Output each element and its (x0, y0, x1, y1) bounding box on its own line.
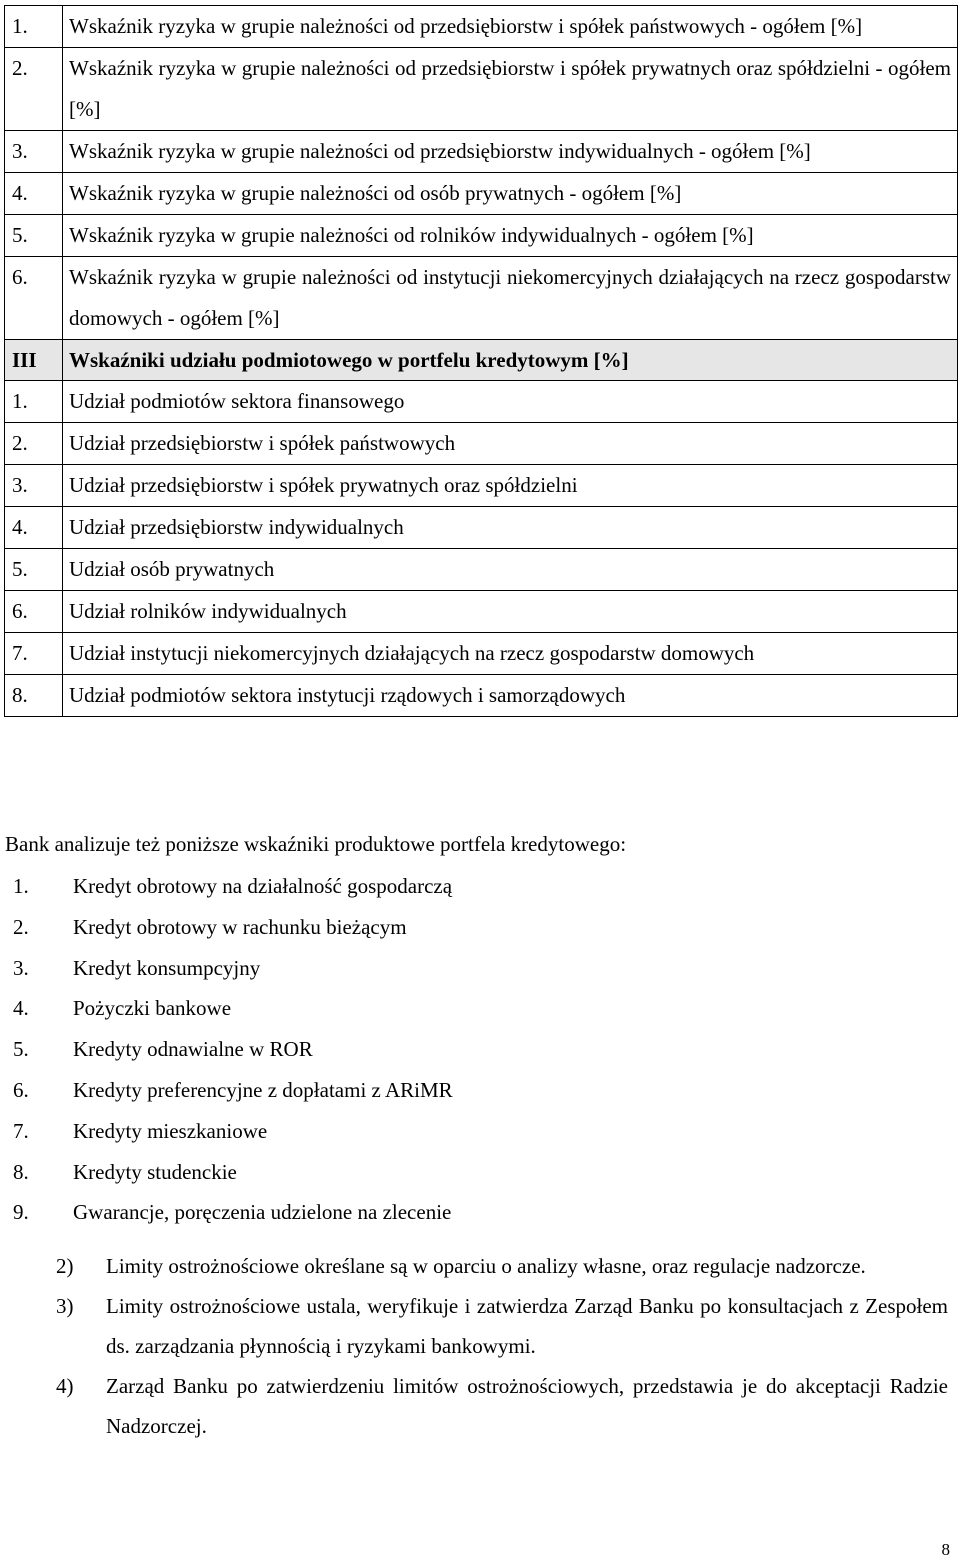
page-number: 8 (941, 1540, 950, 1559)
row-text: Udział instytucji niekomercyjnych działających na rzecz gospodarstw domowych (63, 633, 958, 675)
row-number: 5. (5, 549, 63, 591)
list-item (5, 1192, 453, 1233)
row-number: 1. (5, 381, 63, 423)
row-number: 4. (5, 507, 63, 549)
list-item-text: Kredyt obrotowy na działalność gospodarczą (73, 874, 453, 898)
list-item-number: 4) (56, 1374, 74, 1398)
row-number: 2. (5, 423, 63, 465)
row-text: Udział przedsiębiorstw indywidualnych (63, 507, 958, 549)
list-item-number: 2. (13, 914, 29, 939)
list-item-text: Gwarancje, poręczenia udzielone na zlecenie (73, 1200, 452, 1225)
list-item-number: 1. (13, 874, 29, 898)
list-item-number: 9. (13, 1200, 29, 1225)
row-text: Wskaźnik ryzyka w grupie należności od przedsiębiorstw i spółek prywatnych oraz spółdzielni - ogółem [%] (63, 48, 958, 131)
product-indicators-list (5, 866, 453, 1233)
table-row (5, 423, 958, 465)
table-row (5, 215, 958, 257)
table-row (5, 507, 958, 549)
row-number: 6. (5, 257, 63, 340)
row-text: Wskaźnik ryzyka w grupie należności od przedsiębiorstw i spółek państwowych - ogółem [%] (63, 6, 958, 48)
row-number: 3. (5, 131, 63, 173)
row-number: 7. (5, 633, 63, 675)
list-item-text: Kredyty mieszkaniowe (73, 1118, 268, 1143)
list-item-number: 2) (56, 1254, 74, 1278)
row-number: 8. (5, 675, 63, 717)
list-item-number: 7. (13, 1118, 29, 1143)
row-number: 1. (5, 6, 63, 48)
table-row (5, 675, 958, 717)
section-number: III (5, 340, 63, 381)
list-item-text: Kredyty preferencyjne z dopłatami z ARiMR (73, 1077, 453, 1102)
list-item-number: 3. (13, 955, 29, 980)
row-number: 3. (5, 465, 63, 507)
table-row (5, 257, 958, 340)
table-row (5, 6, 958, 48)
section-title: Wskaźniki udziału podmiotowego w portfelu kredytowym [%] (63, 340, 958, 381)
table-row (5, 48, 958, 131)
row-text: Udział podmiotów sektora instytucji rządowych i samorządowych (63, 675, 958, 717)
row-text: Udział przedsiębiorstw i spółek prywatnych oraz spółdzielni (63, 465, 958, 507)
list-item (5, 948, 453, 989)
list-item-number: 5. (13, 1037, 29, 1062)
table-row (5, 381, 958, 423)
list-item-text: Kredyt obrotowy w rachunku bieżącym (73, 914, 407, 939)
list-item-text: Limity ostrożnościowe określane są w oparciu o analizy własne, oraz regulacje nadzorcze. (106, 1254, 866, 1278)
row-number: 6. (5, 591, 63, 633)
list-item-text: Zarząd Banku po zatwierdzeniu limitów ostrożnościowych, przedstawia je do akceptacji Radzie Nadzorczej. (106, 1374, 948, 1438)
table-row (5, 465, 958, 507)
row-text: Wskaźnik ryzyka w grupie należności od rolników indywidualnych - ogółem [%] (63, 215, 958, 257)
row-text: Wskaźnik ryzyka w grupie należności od osób prywatnych - ogółem [%] (63, 173, 958, 215)
list-item (5, 1029, 453, 1070)
table-row (5, 131, 958, 173)
list-item (56, 1246, 948, 1286)
table-row (5, 549, 958, 591)
list-item-text: Kredyt konsumpcyjny (73, 955, 261, 980)
table-row (5, 633, 958, 675)
section-header-row (5, 340, 958, 381)
list-item (5, 1070, 453, 1111)
list-item (5, 988, 453, 1029)
products-intro-paragraph: Bank analizuje też poniższe wskaźniki produktowe portfela kredytowego: (5, 832, 627, 856)
row-text: Wskaźnik ryzyka w grupie należności od instytucji niekomercyjnych działających na rzecz gospodarstw domowych - ogółem [%] (63, 257, 958, 340)
row-text: Udział podmiotów sektora finansowego (63, 381, 958, 423)
list-item-text: Pożyczki bankowe (73, 996, 232, 1021)
row-text: Udział przedsiębiorstw i spółek państwowych (63, 423, 958, 465)
list-item-number: 4. (13, 996, 29, 1021)
list-item-text: Kredyty odnawialne w ROR (73, 1037, 313, 1062)
list-item-text: Kredyty studenckie (73, 1159, 237, 1184)
table-row (5, 591, 958, 633)
list-item-number: 3) (56, 1294, 74, 1318)
list-item (5, 907, 453, 948)
row-text: Udział rolników indywidualnych (63, 591, 958, 633)
list-item (56, 1286, 948, 1366)
list-item (5, 866, 453, 907)
row-number: 5. (5, 215, 63, 257)
table-row (5, 173, 958, 215)
list-item-number: 6. (13, 1077, 29, 1102)
row-text: Udział osób prywatnych (63, 549, 958, 591)
row-number: 2. (5, 48, 63, 131)
row-text: Wskaźnik ryzyka w grupie należności od przedsiębiorstw indywidualnych - ogółem [%] (63, 131, 958, 173)
list-item-text: Limity ostrożnościowe ustala, weryfikuje i zatwierdza Zarząd Banku po konsultacjach z Zespołem ds. zarządzania płynnością i ryzykami bankowymi. (106, 1294, 948, 1358)
list-item (56, 1366, 948, 1446)
list-item-number: 8. (13, 1159, 29, 1184)
procedure-points-list (56, 1246, 948, 1446)
row-number: 4. (5, 173, 63, 215)
list-item (5, 1152, 453, 1193)
indicators-table (4, 5, 958, 717)
list-item (5, 1111, 453, 1152)
